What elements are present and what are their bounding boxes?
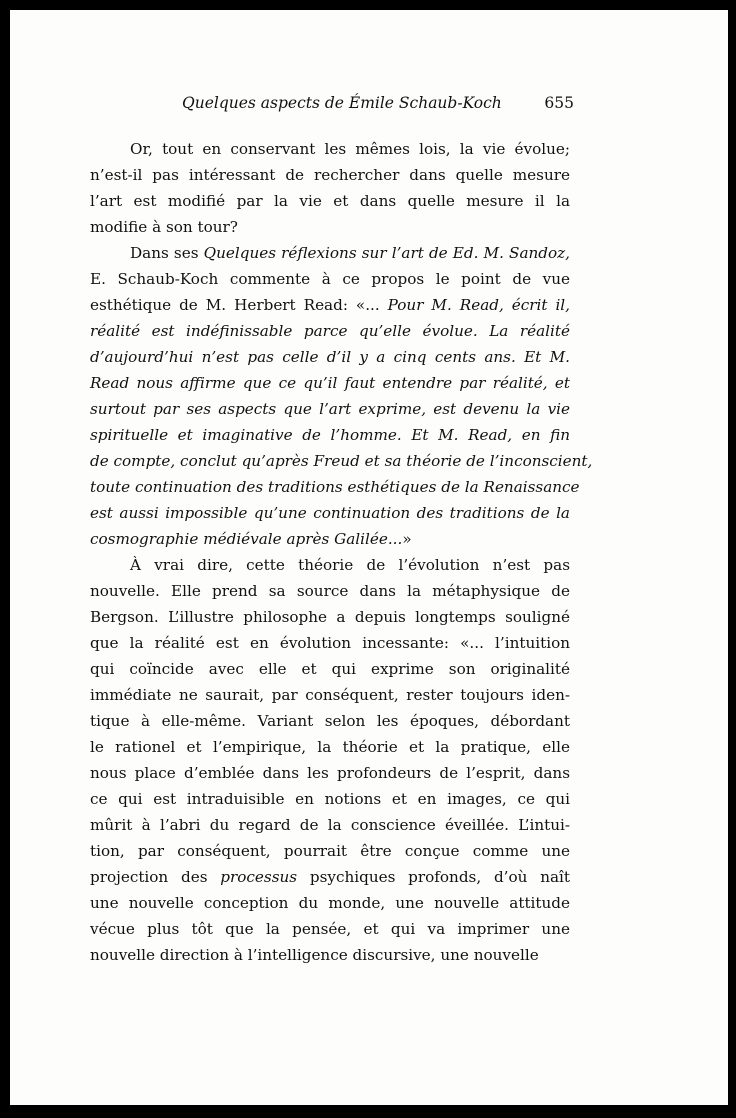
- text-line: [90, 292, 570, 318]
- body-text: [90, 136, 593, 968]
- italic-text: Pour M. Read, écrit il,: [387, 296, 570, 314]
- text-line: [90, 240, 570, 266]
- italic-text: Quelques réflexions sur l’art de Ed. M. Sandoz,: [203, 244, 570, 262]
- italic-text: d’aujourd’hui n’est pas celle d’il y a cinq cents ans. Et M.: [90, 348, 570, 366]
- italic-text: réalité est indéfinissable parce qu’elle évolue. La réalité: [90, 322, 570, 340]
- text-line: [90, 370, 570, 396]
- text-segment: nous place d’emblée dans les profondeurs de l’esprit, dans: [90, 764, 570, 782]
- italic-text: cosmographie médiévale après Galilée...: [90, 530, 403, 548]
- text-line: [90, 682, 570, 708]
- text-line: [90, 162, 570, 188]
- text-line: [90, 760, 570, 786]
- text-segment: tion, par conséquent, pourrait être conçue comme une: [90, 842, 570, 860]
- italic-text: est aussi impossible qu’une continuation des traditions de la: [90, 504, 570, 522]
- text-line: [90, 422, 570, 448]
- text-line: [90, 500, 570, 526]
- text-segment: Or, tout en conservant les mêmes lois, la vie évolue;: [130, 140, 570, 158]
- text-segment: E. Schaub-Koch commente à ce propos le point de vue: [90, 270, 570, 288]
- text-line: [90, 656, 570, 682]
- running-header: [182, 94, 574, 118]
- text-segment: Dans ses: [130, 244, 204, 262]
- text-line: [90, 188, 570, 214]
- text-segment: l’art est modifié par la vie et dans quelle mesure il la: [90, 192, 570, 210]
- text-line: [90, 136, 570, 162]
- text-segment: vécue plus tôt que la pensée, et qui va imprimer une: [90, 920, 570, 938]
- text-segment: psychiques profonds, d’où naît: [297, 868, 571, 886]
- text-segment: le rationel et l’empirique, la théorie et la pratique, elle: [90, 738, 570, 756]
- paragraph: [90, 240, 593, 552]
- text-line: [90, 578, 570, 604]
- italic-text: de compte, conclut qu’après Freud et sa théorie de l’inconscient,: [90, 452, 593, 470]
- text-line: [90, 812, 570, 838]
- text-line: [90, 526, 570, 552]
- text-line: [90, 318, 570, 344]
- text-segment: Bergson. L’illustre philosophe a depuis longtemps souligné: [90, 608, 570, 626]
- text-segment: que la réalité est en évolution incessante: «... l’intuition: [90, 634, 570, 652]
- text-line: [90, 890, 570, 916]
- text-segment: tique à elle-même. Variant selon les époques, débordant: [90, 712, 570, 730]
- text-line: [90, 734, 570, 760]
- text-line: [90, 916, 570, 942]
- text-segment: projection des: [90, 868, 221, 886]
- paragraph: [90, 552, 570, 968]
- paragraph: [90, 136, 570, 240]
- text-segment: une nouvelle conception du monde, une nouvelle attitude: [90, 894, 570, 912]
- text-line: [90, 396, 570, 422]
- text-segment: »: [402, 530, 412, 548]
- italic-text: processus: [220, 868, 298, 886]
- text-line: [90, 708, 570, 734]
- text-segment: immédiate ne saurait, par conséquent, rester toujours iden-: [90, 686, 570, 704]
- text-line: [90, 214, 570, 240]
- text-line: [90, 344, 570, 370]
- italic-text: spirituelle et imaginative de l’homme. Et M. Read, en fin: [90, 426, 570, 444]
- italic-text: Read nous affirme que ce qu’il faut entendre par réalité, et: [90, 374, 570, 392]
- text-line: [90, 864, 570, 890]
- text-segment: esthétique de M. Herbert Read: «...: [90, 296, 388, 314]
- text-segment: modifie à son tour?: [90, 218, 238, 236]
- italic-text: surtout par ses aspects que l’art exprime, est devenu la vie: [90, 400, 570, 418]
- text-line: [90, 838, 570, 864]
- text-line: [90, 266, 570, 292]
- text-line: [90, 448, 593, 474]
- text-segment: mûrit à l’abri du regard de la conscience éveillée. L’intui-: [90, 816, 570, 834]
- text-line: [90, 786, 570, 812]
- text-line: [90, 604, 570, 630]
- text-line: [90, 630, 570, 656]
- text-segment: À vrai dire, cette théorie de l’évolution n’est pas: [130, 556, 570, 574]
- text-segment: nouvelle direction à l’intelligence discursive, une nouvelle: [90, 946, 539, 964]
- italic-text: toute continuation des traditions esthétiques de la Renaissance: [90, 478, 580, 496]
- text-segment: nouvelle. Elle prend sa source dans la métaphysique de: [90, 582, 570, 600]
- text-line: [90, 942, 570, 968]
- running-title: Quelques aspects de Émile Schaub-Koch: [182, 94, 502, 112]
- text-line: [90, 474, 580, 500]
- book-page: [10, 10, 728, 1105]
- text-segment: ce qui est intraduisible en notions et en images, ce qui: [90, 790, 570, 808]
- text-line: [90, 552, 570, 578]
- text-segment: qui coïncide avec elle et qui exprime son originalité: [90, 660, 570, 678]
- page-number: 655: [544, 94, 574, 112]
- text-segment: n’est-il pas intéressant de rechercher dans quelle mesure: [90, 166, 570, 184]
